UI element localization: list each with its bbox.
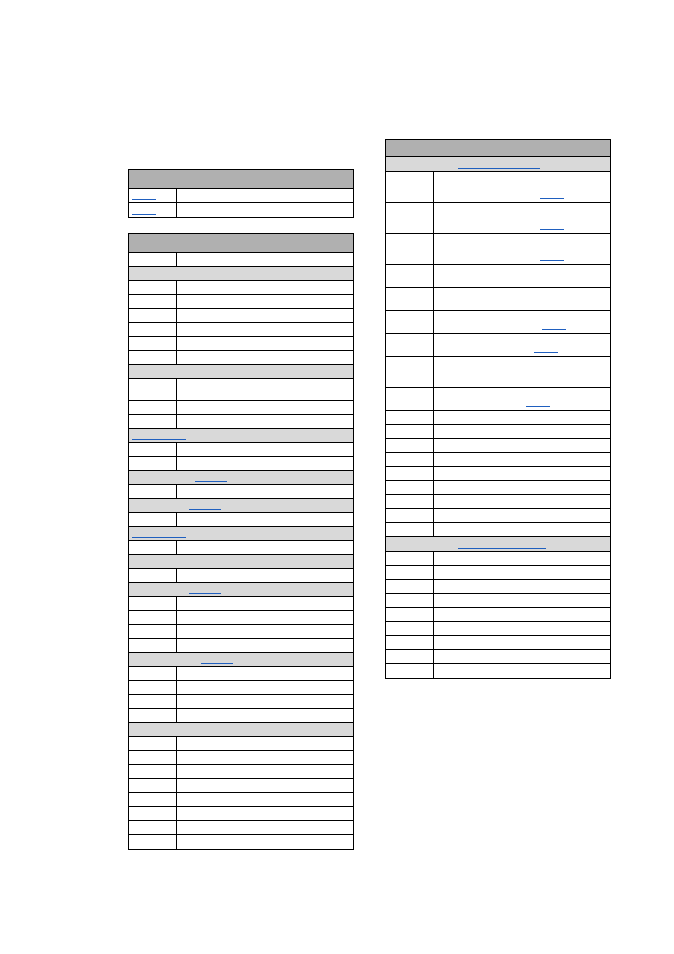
- table-row: [386, 608, 610, 622]
- table-cell-key: [386, 357, 434, 387]
- table-cell-value: [177, 765, 353, 778]
- table-cell-value: [434, 467, 610, 480]
- table-cell-value: [434, 495, 610, 508]
- table-cell-key: [129, 639, 177, 652]
- table-cell-key: [129, 667, 177, 680]
- table-cell-key: [386, 265, 434, 287]
- table-cell-value: [434, 509, 610, 522]
- table-cell-key: [386, 523, 434, 536]
- table-row: [129, 415, 353, 429]
- table-cell-key: [386, 664, 434, 678]
- table-cell-key: [129, 737, 177, 750]
- table-cell-value: [434, 594, 610, 607]
- table-row: [386, 580, 610, 594]
- table-cell-value: [434, 388, 610, 410]
- table-cell-value: [177, 737, 353, 750]
- table-cell-key: [386, 481, 434, 494]
- table-cell-key: [129, 513, 177, 526]
- table-cell-value: [177, 457, 353, 470]
- table-cell-key: [386, 552, 434, 565]
- table-section-header: [129, 429, 353, 443]
- table-cell-value: [177, 709, 353, 722]
- table-cell-value: [434, 203, 610, 233]
- table-section-header: [129, 527, 353, 541]
- table-cell-value: [434, 622, 610, 635]
- table-cell-value: [177, 835, 353, 849]
- table-cell-key: [386, 594, 434, 607]
- table-cell-value: [434, 523, 610, 536]
- table-cell-key: [129, 611, 177, 624]
- table-row: [386, 411, 610, 425]
- table-left-long: [128, 233, 354, 850]
- table-cell-value: [434, 311, 610, 333]
- table-row: [386, 288, 610, 311]
- section-link[interactable]: [195, 481, 227, 482]
- table-cell-value: [434, 608, 610, 621]
- table-cell-value: [434, 334, 610, 356]
- table-cell-value: [434, 234, 610, 264]
- table-cell-value: [177, 821, 353, 834]
- table-cell-value: [434, 650, 610, 663]
- table-row: [129, 765, 353, 779]
- cell-link[interactable]: [540, 198, 564, 199]
- table-section-header: [129, 723, 353, 737]
- table-cell-key: [129, 189, 177, 202]
- table-row: [129, 295, 353, 309]
- section-link[interactable]: [189, 509, 221, 510]
- table-cell-value: [434, 580, 610, 593]
- table-cell-value: [177, 323, 353, 336]
- table-cell-key: [129, 443, 177, 456]
- table-section-header: [386, 537, 610, 552]
- table-row: [129, 597, 353, 611]
- table-row: [129, 835, 353, 849]
- table-cell-key: [129, 309, 177, 322]
- table-cell-key: [129, 295, 177, 308]
- table-row: [129, 681, 353, 695]
- table-row: [386, 334, 610, 357]
- table-row: [129, 323, 353, 337]
- table-section-header: [386, 157, 610, 172]
- table-cell-value: [434, 411, 610, 424]
- table-row: [386, 622, 610, 636]
- table-cell-value: [177, 625, 353, 638]
- table-row: [386, 650, 610, 664]
- table-row: [386, 234, 610, 265]
- table-cell-key: [386, 388, 434, 410]
- table-row: [386, 566, 610, 580]
- table-row: [129, 751, 353, 765]
- table-cell-value: [177, 597, 353, 610]
- table-row: [386, 594, 610, 608]
- table-cell-value: [177, 189, 353, 202]
- table-cell-value: [177, 253, 353, 266]
- table-cell-value: [177, 443, 353, 456]
- table-row: [129, 379, 353, 401]
- table-header: [386, 140, 610, 157]
- table-cell-value: [177, 295, 353, 308]
- table-section-header: [129, 267, 353, 281]
- section-link[interactable]: [189, 593, 221, 594]
- table-header: [129, 170, 353, 189]
- cell-link[interactable]: [132, 214, 156, 215]
- table-cell-value: [177, 695, 353, 708]
- table-cell-value: [177, 401, 353, 414]
- table-cell-value: [434, 288, 610, 310]
- table-cell-key: [386, 334, 434, 356]
- table-row: [386, 172, 610, 203]
- table-cell-key: [386, 453, 434, 466]
- section-link[interactable]: [201, 663, 233, 664]
- table-cell-key: [386, 311, 434, 333]
- cell-link[interactable]: [542, 329, 566, 330]
- table-small-top: [128, 169, 354, 218]
- table-section-header: [129, 583, 353, 597]
- table-row: [129, 351, 353, 365]
- table-row: [129, 667, 353, 681]
- table-row: [386, 495, 610, 509]
- table-cell-key: [129, 807, 177, 820]
- table-cell-key: [129, 379, 177, 400]
- table-row: [386, 311, 610, 334]
- table-row: [129, 639, 353, 653]
- cell-link[interactable]: [526, 406, 550, 407]
- table-cell-value: [177, 203, 353, 217]
- table-cell-key: [129, 351, 177, 364]
- table-cell-value: [177, 681, 353, 694]
- table-header: [129, 234, 353, 253]
- table-cell-value: [434, 453, 610, 466]
- table-cell-key: [386, 234, 434, 264]
- table-cell-value: [177, 309, 353, 322]
- table-cell-key: [386, 203, 434, 233]
- table-cell-value: [177, 807, 353, 820]
- table-cell-key: [386, 636, 434, 649]
- table-cell-value: [177, 415, 353, 428]
- table-cell-key: [129, 541, 177, 554]
- table-cell-value: [434, 425, 610, 438]
- table-cell-value: [434, 552, 610, 565]
- table-row: [129, 337, 353, 351]
- table-cell-key: [386, 495, 434, 508]
- table-section-header: [129, 653, 353, 667]
- table-row: [386, 509, 610, 523]
- table-cell-value: [177, 513, 353, 526]
- cell-link[interactable]: [540, 260, 564, 261]
- table-row: [386, 481, 610, 495]
- table-row: [129, 485, 353, 499]
- table-cell-key: [129, 281, 177, 294]
- table-row: [386, 523, 610, 537]
- table-section-header: [129, 471, 353, 485]
- table-cell-value: [434, 439, 610, 452]
- table-row: [129, 541, 353, 555]
- table-cell-key: [386, 172, 434, 202]
- table-row: [129, 793, 353, 807]
- table-row: [129, 569, 353, 583]
- table-row: [129, 779, 353, 793]
- table-cell-key: [129, 821, 177, 834]
- table-row: [386, 636, 610, 650]
- table-row: [129, 737, 353, 751]
- table-cell-key: [386, 622, 434, 635]
- table-section-header: [129, 499, 353, 513]
- table-row: [386, 467, 610, 481]
- table-row: [129, 695, 353, 709]
- table-row: [386, 453, 610, 467]
- table-cell-value: [177, 793, 353, 806]
- section-link[interactable]: [458, 168, 540, 169]
- table-row: [129, 281, 353, 295]
- table-row: [129, 443, 353, 457]
- table-row: [386, 439, 610, 453]
- table-cell-key: [386, 425, 434, 438]
- table-cell-key: [386, 650, 434, 663]
- table-row: [386, 388, 610, 411]
- table-cell-key: [129, 681, 177, 694]
- table-cell-key: [129, 415, 177, 428]
- table-cell-key: [129, 695, 177, 708]
- table-cell-value: [177, 281, 353, 294]
- table-row: [129, 253, 353, 267]
- table-cell-value: [177, 611, 353, 624]
- section-link[interactable]: [132, 537, 186, 538]
- table-cell-key: [386, 439, 434, 452]
- table-cell-value: [177, 667, 353, 680]
- table-cell-value: [434, 636, 610, 649]
- table-cell-key: [129, 751, 177, 764]
- table-cell-key: [386, 608, 434, 621]
- cell-link[interactable]: [132, 199, 156, 200]
- table-cell-key: [386, 580, 434, 593]
- table-cell-key: [386, 411, 434, 424]
- table-row: [129, 189, 353, 203]
- table-cell-key: [129, 569, 177, 582]
- table-cell-key: [129, 765, 177, 778]
- table-cell-key: [129, 485, 177, 498]
- table-row: [386, 203, 610, 234]
- table-row: [386, 357, 610, 388]
- table-row: [386, 664, 610, 678]
- table-row: [129, 457, 353, 471]
- table-cell-value: [434, 357, 610, 387]
- table-cell-value: [177, 337, 353, 350]
- table-cell-value: [434, 664, 610, 678]
- table-row: [129, 309, 353, 323]
- table-row: [129, 625, 353, 639]
- table-cell-key: [386, 288, 434, 310]
- table-cell-key: [129, 253, 177, 266]
- table-cell-key: [129, 835, 177, 849]
- table-cell-value: [177, 639, 353, 652]
- table-row: [386, 265, 610, 288]
- table-cell-key: [129, 457, 177, 470]
- table-cell-value: [177, 485, 353, 498]
- table-cell-value: [177, 351, 353, 364]
- table-cell-value: [177, 379, 353, 400]
- cell-link[interactable]: [540, 229, 564, 230]
- table-cell-key: [129, 337, 177, 350]
- table-row: [129, 821, 353, 835]
- table-row: [129, 401, 353, 415]
- table-cell-key: [386, 467, 434, 480]
- cell-link[interactable]: [534, 352, 558, 353]
- table-section-header: [129, 555, 353, 569]
- table-row: [129, 807, 353, 821]
- table-section-header: [129, 365, 353, 379]
- table-row: [386, 425, 610, 439]
- table-cell-key: [129, 597, 177, 610]
- section-link[interactable]: [132, 439, 186, 440]
- table-cell-key: [129, 793, 177, 806]
- table-row: [129, 611, 353, 625]
- table-row: [386, 552, 610, 566]
- table-cell-key: [386, 509, 434, 522]
- table-row: [129, 709, 353, 723]
- table-cell-value: [434, 566, 610, 579]
- table-row: [129, 203, 353, 217]
- table-cell-value: [177, 779, 353, 792]
- table-cell-key: [129, 779, 177, 792]
- table-cell-value: [434, 172, 610, 202]
- table-cell-key: [129, 625, 177, 638]
- table-cell-value: [434, 265, 610, 287]
- table-cell-key: [129, 709, 177, 722]
- table-cell-key: [129, 323, 177, 336]
- table-cell-value: [434, 481, 610, 494]
- table-cell-key: [386, 566, 434, 579]
- table-cell-value: [177, 569, 353, 582]
- table-right: [385, 139, 611, 679]
- table-cell-value: [177, 751, 353, 764]
- section-link[interactable]: [458, 548, 546, 549]
- table-cell-value: [177, 541, 353, 554]
- table-cell-key: [129, 401, 177, 414]
- table-row: [129, 513, 353, 527]
